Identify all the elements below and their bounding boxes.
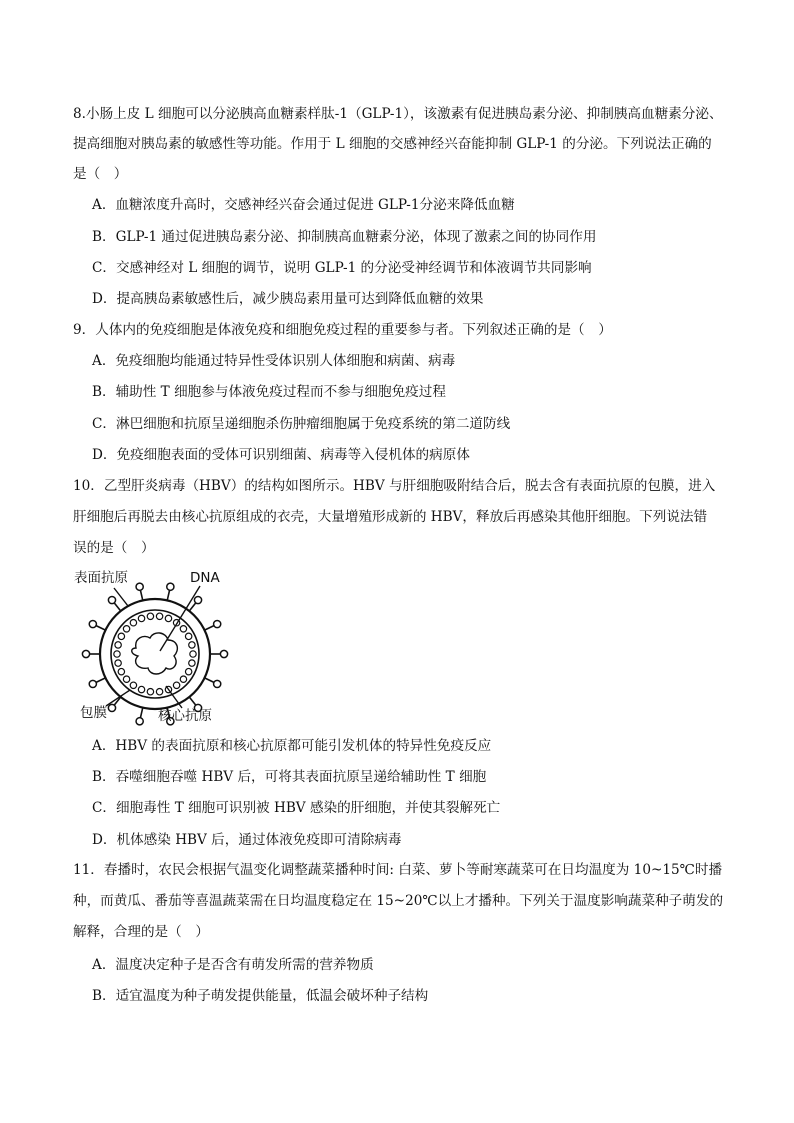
- surface-antigen-knob: [136, 718, 143, 725]
- q10-option-a: A．HBV 的表面抗原和核心抗原都可能引发机体的特异性免疫反应: [92, 738, 492, 754]
- q10-option-b: B．吞噬细胞吞噬 HBV 后，可将其表面抗原呈递给辅助性 T 细胞: [92, 769, 487, 785]
- core-antigen-bead: [189, 642, 195, 648]
- label-surface-antigen: 表面抗原: [74, 570, 128, 586]
- q8-option-c: C．交感神经对 L 细胞的调节，说明 GLP-1 的分泌受神经调节和体液调节共同影响: [92, 260, 592, 276]
- surface-antigen-knob: [220, 650, 227, 657]
- q11-stem-line-2: 种，而黄瓜、番茄等喜温蔬菜需在日均温度稳定在 15~20℃以上才播种。下列关于温度影响蔬菜种子萌发的: [73, 893, 724, 909]
- q10-option-d: D．机体感染 HBV 后，通过体液免疫即可清除病毒: [92, 832, 402, 848]
- core-antigen-bead: [147, 613, 153, 619]
- surface-antigen-spikes: [82, 583, 227, 725]
- q11-option-a: A．温度决定种子是否含有萌发所需的营养物质: [92, 957, 374, 973]
- surface-antigen-spike: [114, 602, 121, 611]
- surface-antigen-knob: [82, 650, 89, 657]
- envelope-inner-ring: [111, 610, 199, 698]
- surface-antigen-knob: [89, 680, 96, 687]
- core-antigen-bead: [118, 633, 124, 639]
- surface-antigen-knob: [167, 583, 174, 590]
- core-antigen-bead: [185, 633, 191, 639]
- core-antigen-bead: [138, 615, 144, 621]
- core-antigen-bead: [115, 660, 121, 666]
- surface-antigen-spike: [140, 590, 142, 601]
- core-antigen-bead: [156, 689, 162, 695]
- core-antigen-bead: [180, 676, 186, 682]
- core-antigen-bead: [165, 615, 171, 621]
- q9-option-b: B．辅助性 T 细胞参与体液免疫过程而不参与细胞免疫过程: [92, 384, 446, 400]
- q8-option-a: A．血糖浓度升高时，交感神经兴奋会通过促进 GLP-1分泌来降低血糖: [92, 197, 515, 213]
- surface-antigen-knob: [136, 583, 143, 590]
- surface-antigen-knob: [214, 680, 221, 687]
- core-antigen-bead: [185, 668, 191, 674]
- surface-antigen-leader-line: [114, 588, 128, 606]
- surface-antigen-knob: [108, 704, 115, 711]
- surface-antigen-spike: [96, 678, 106, 683]
- surface-antigen-knob: [89, 620, 96, 627]
- core-antigen-bead: [123, 676, 129, 682]
- q8-stem-line-2: 提高细胞对胰岛素的敏感性等功能。作用于 L 细胞的交感神经兴奋能抑制 GLP-1 的分泌。下列说法正确的: [73, 136, 712, 152]
- surface-antigen-spike: [140, 708, 142, 719]
- q8-stem-line-1: 8.小肠上皮 L 细胞可以分泌胰高血糖素样肽-1（GLP-1），该激素有促进胰岛素分泌、抑制胰高血糖素分泌、: [73, 106, 723, 122]
- q10-stem-line-3: 误的是（ ）: [73, 540, 155, 556]
- core-antigen-bead: [156, 613, 162, 619]
- q8-option-b: B．GLP-1 通过促进胰岛素分泌、抑制胰高血糖素分泌，体现了激素之间的协同作用: [92, 229, 597, 245]
- core-antigen-beads: [114, 613, 196, 695]
- q10-stem-line-2: 肝细胞后再脱去由核心抗原组成的衣壳，大量增殖形成新的 HBV，释放后再感染其他肝细胞。下列说法错: [73, 509, 708, 525]
- surface-antigen-knob: [194, 596, 201, 603]
- q9-option-d: D．免疫细胞表面的受体可识别细菌、病毒等入侵机体的病原体: [92, 447, 470, 463]
- surface-antigen-spike: [189, 602, 196, 611]
- core-antigen-bead: [114, 651, 120, 657]
- core-antigen-bead: [130, 620, 136, 626]
- core-antigen-bead: [180, 626, 186, 632]
- q8-stem-line-3: 是（ ）: [73, 166, 128, 182]
- surface-antigen-knob: [108, 596, 115, 603]
- q10-option-c: C．细胞毒性 T 细胞可识别被 HBV 感染的肝细胞，并使其裂解死亡: [92, 800, 501, 816]
- core-antigen-bead: [123, 626, 129, 632]
- q11-stem-line-3: 解释，合理的是（ ）: [73, 924, 209, 940]
- q11-stem-line-1: 11．春播时，农民会根据气温变化调整蔬菜播种时间: 白菜、萝卜等耐寒蔬菜可在日均温度为 10~15℃时播: [73, 862, 723, 878]
- label-core-antigen: 核心抗原: [158, 708, 212, 724]
- q9-option-a: A．免疫细胞均能通过特异性受体识别人体细胞和病菌、病毒: [92, 353, 456, 369]
- q9-option-c: C．淋巴细胞和抗原呈递细胞杀伤肿瘤细胞属于免疫系统的第二道防线: [92, 416, 511, 432]
- core-antigen-bead: [130, 682, 136, 688]
- surface-antigen-spike: [167, 590, 169, 601]
- core-antigen-bead: [147, 689, 153, 695]
- q9-stem-line-1: 9．人体内的免疫细胞是体液免疫和细胞免疫过程的重要参与者。下列叙述正确的是（ ）: [73, 322, 612, 338]
- label-dna: DNA: [190, 570, 220, 586]
- core-antigen-bead: [173, 682, 179, 688]
- envelope-leader-line: [106, 690, 130, 706]
- surface-antigen-spike: [205, 625, 215, 630]
- core-antigen-bead: [189, 660, 195, 666]
- q8-option-d: D．提高胰岛素敏感性后，减少胰岛素用量可达到降低血糖的效果: [92, 291, 484, 307]
- surface-antigen-spike: [205, 678, 215, 683]
- surface-antigen-spike: [96, 625, 106, 630]
- core-antigen-bead: [118, 668, 124, 674]
- q11-option-b: B．适宜温度为种子萌发提供能量，低温会破坏种子结构: [92, 988, 429, 1004]
- surface-antigen-knob: [214, 620, 221, 627]
- core-antigen-bead: [138, 686, 144, 692]
- core-antigen-bead: [190, 651, 196, 657]
- dna-coil: [132, 633, 178, 674]
- hbv-structure-figure: [70, 564, 240, 729]
- surface-antigen-spike: [189, 697, 196, 706]
- core-antigen-bead: [115, 642, 121, 648]
- q10-stem-line-1: 10．乙型肝炎病毒（HBV）的结构如图所示。HBV 与肝细胞吸附结合后，脱去含有表面抗原的包膜，进入: [73, 478, 716, 494]
- label-envelope: 包膜: [80, 705, 107, 721]
